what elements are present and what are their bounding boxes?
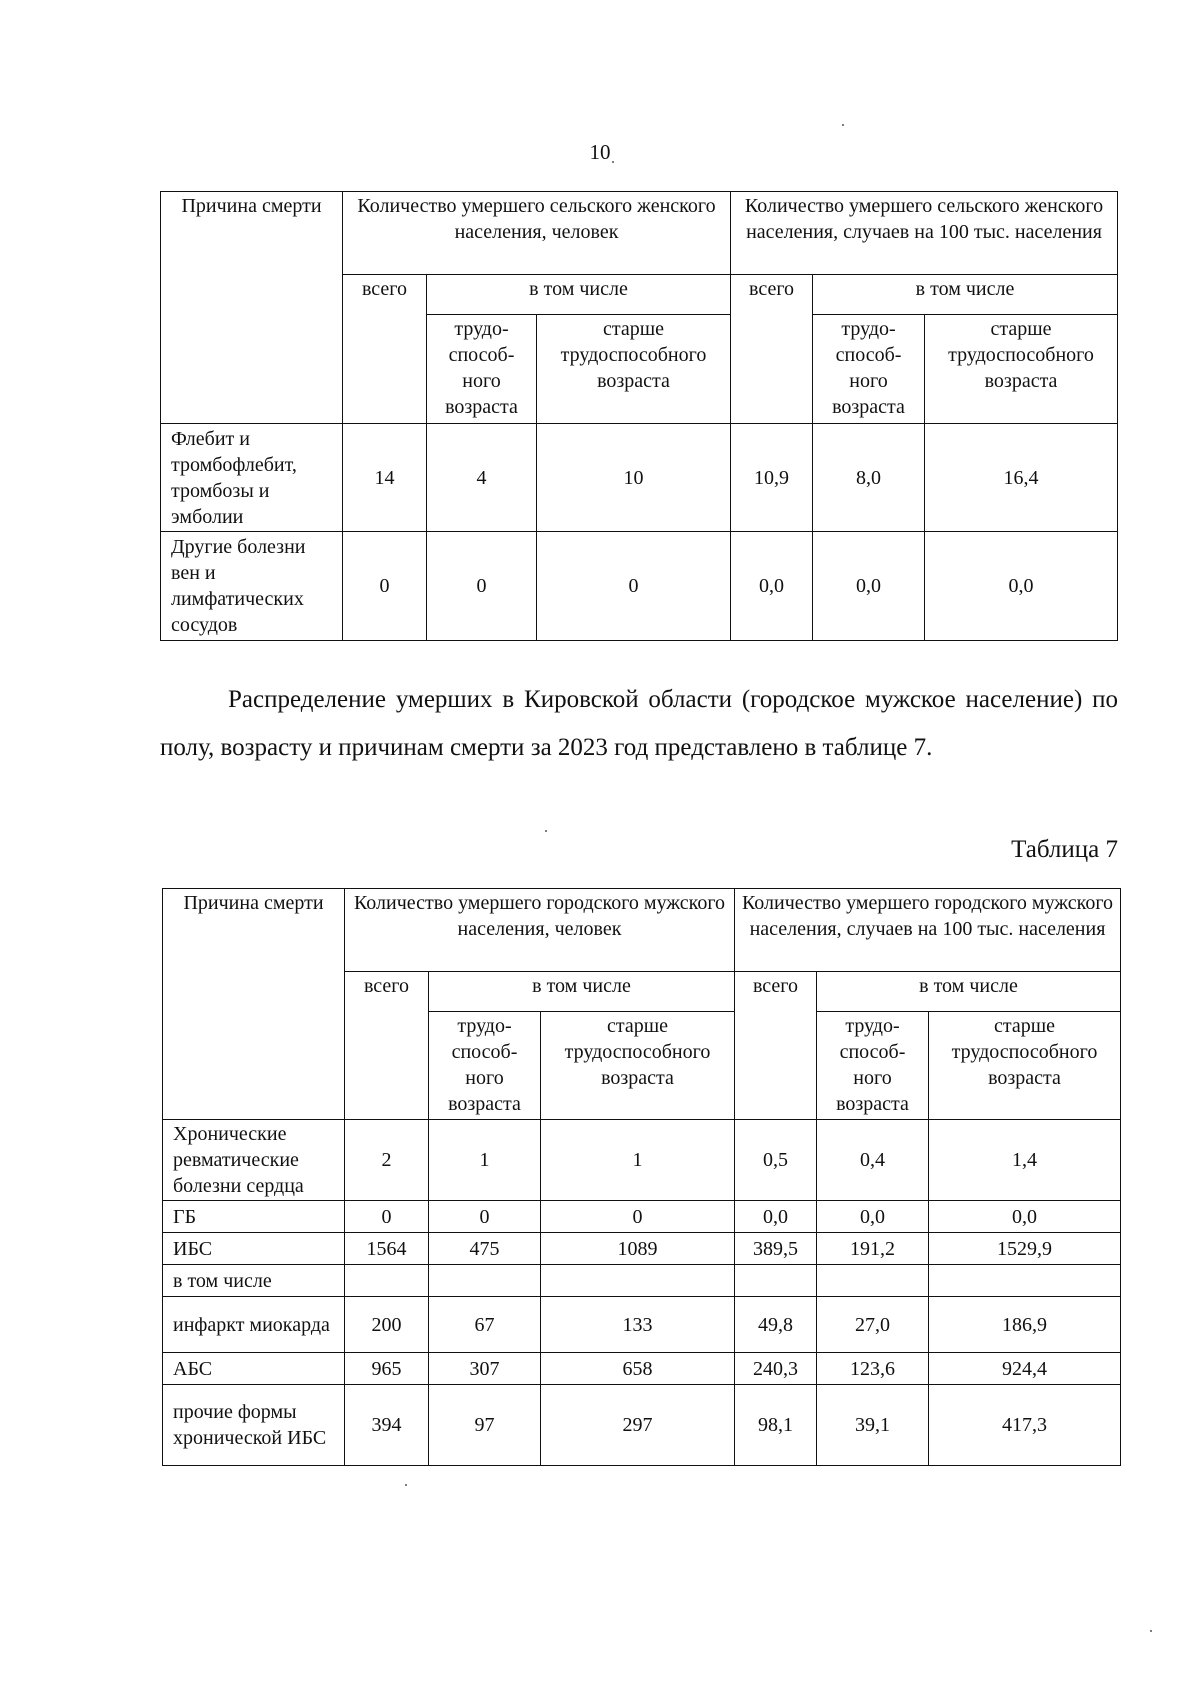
cell-older-rate: 417,3 — [929, 1385, 1121, 1466]
cell-older-count: 0 — [541, 1201, 735, 1233]
table-row — [163, 1353, 1121, 1385]
row-cause: инфаркт миокарда — [163, 1297, 345, 1353]
mortality-table-rural-female — [160, 191, 1118, 641]
cell-older-count: 1 — [541, 1120, 735, 1201]
cell-working-count: 0 — [427, 532, 537, 641]
cell-working-rate — [817, 1265, 929, 1297]
cell-working-rate: 191,2 — [817, 1233, 929, 1265]
row-cause: ИБС — [163, 1233, 345, 1265]
cell-older-count: 1089 — [541, 1233, 735, 1265]
cell-older-count: 133 — [541, 1297, 735, 1353]
cell-working-count: 67 — [429, 1297, 541, 1353]
header-older: старше трудоспособного возраста — [541, 1012, 735, 1120]
cell-total-rate: 98,1 — [735, 1385, 817, 1466]
header-including: в том числе — [813, 275, 1118, 315]
header-including: в том числе — [429, 972, 735, 1012]
cell-older-rate: 16,4 — [925, 424, 1118, 532]
cell-total-rate — [735, 1265, 817, 1297]
row-cause: Хронические ревматические болезни сердца — [163, 1120, 345, 1201]
cell-total-rate: 0,5 — [735, 1120, 817, 1201]
cell-total-count: 0 — [343, 532, 427, 641]
cell-working-rate: 0,0 — [817, 1201, 929, 1233]
cell-older-rate: 186,9 — [929, 1297, 1121, 1353]
cell-working-count: 475 — [429, 1233, 541, 1265]
header-working-age: трудо-способ-ного возраста — [429, 1012, 541, 1120]
cell-total-rate: 49,8 — [735, 1297, 817, 1353]
cell-total-count — [345, 1265, 429, 1297]
cell-working-rate: 0,0 — [813, 532, 925, 641]
row-cause: ГБ — [163, 1201, 345, 1233]
table-caption: Таблица 7 — [1011, 836, 1118, 863]
scan-speck — [405, 1484, 407, 1486]
cell-total-count: 2 — [345, 1120, 429, 1201]
header-cause: Причина смерти — [163, 889, 345, 1120]
cell-total-count: 14 — [343, 424, 427, 532]
header-working-age: трудо-способ-ного возраста — [813, 315, 925, 424]
header-working-age: трудо-способ-ного возраста — [817, 1012, 929, 1120]
table-row — [163, 1265, 1121, 1297]
row-cause: в том числе — [163, 1265, 345, 1297]
cell-working-count: 97 — [429, 1385, 541, 1466]
header-total: всего — [345, 972, 429, 1120]
cell-working-count: 0 — [429, 1201, 541, 1233]
cell-total-count: 200 — [345, 1297, 429, 1353]
header-including: в том числе — [817, 972, 1121, 1012]
header-older: старше трудоспособного возраста — [929, 1012, 1121, 1120]
row-cause: АБС — [163, 1353, 345, 1385]
cell-total-rate: 0,0 — [731, 532, 813, 641]
row-cause: прочие формы хронической ИБС — [163, 1385, 345, 1466]
cell-working-rate: 123,6 — [817, 1353, 929, 1385]
table-row — [163, 1201, 1121, 1233]
cell-total-count: 0 — [345, 1201, 429, 1233]
header-older: старше трудоспособного возраста — [925, 315, 1118, 424]
scan-speck — [612, 161, 614, 163]
cell-older-count: 0 — [537, 532, 731, 641]
body-paragraph: Распределение умерших в Кировской области (городское мужское население) по полу, возрасту и причинам смерти за 2023 год представлено в таблице 7. — [160, 686, 1118, 761]
header-older: старше трудоспособного возраста — [537, 315, 731, 424]
cell-working-count: 1 — [429, 1120, 541, 1201]
cell-total-count: 394 — [345, 1385, 429, 1466]
table-row — [163, 1233, 1121, 1265]
row-cause: Флебит и тромбофлебит, тромбозы и эмболии — [161, 424, 343, 532]
row-cause: Другие болезни вен и лимфатических сосудов — [161, 532, 343, 641]
header-rate-group: Количество умершего сельского женского населения, случаев на 100 тыс. населения — [731, 192, 1118, 275]
header-count-group: Количество умершего сельского женского населения, человек — [343, 192, 731, 275]
cell-older-rate: 924,4 — [929, 1353, 1121, 1385]
scan-speck — [1150, 1630, 1152, 1632]
cell-older-count: 297 — [541, 1385, 735, 1466]
header-total: всего — [735, 972, 817, 1120]
table-row — [163, 1297, 1121, 1353]
cell-working-rate: 8,0 — [813, 424, 925, 532]
cell-working-count — [429, 1265, 541, 1297]
cell-working-rate: 39,1 — [817, 1385, 929, 1466]
table-row — [163, 1120, 1121, 1201]
cell-older-rate: 0,0 — [925, 532, 1118, 641]
cell-total-count: 965 — [345, 1353, 429, 1385]
header-cause: Причина смерти — [161, 192, 343, 424]
cell-total-rate: 389,5 — [735, 1233, 817, 1265]
cell-total-rate: 10,9 — [731, 424, 813, 532]
cell-older-rate: 1,4 — [929, 1120, 1121, 1201]
mortality-table-urban-male — [162, 888, 1121, 1466]
cell-working-count: 4 — [427, 424, 537, 532]
page-number: 10 — [589, 140, 611, 164]
scan-speck — [842, 124, 844, 126]
cell-older-rate — [929, 1265, 1121, 1297]
table-row — [161, 532, 1118, 641]
cell-older-rate: 1529,9 — [929, 1233, 1121, 1265]
table-row — [161, 424, 1118, 532]
cell-working-count: 307 — [429, 1353, 541, 1385]
cell-older-count: 658 — [541, 1353, 735, 1385]
cell-working-rate: 27,0 — [817, 1297, 929, 1353]
cell-older-rate: 0,0 — [929, 1201, 1121, 1233]
cell-working-rate: 0,4 — [817, 1120, 929, 1201]
header-total: всего — [731, 275, 813, 424]
cell-total-rate: 240,3 — [735, 1353, 817, 1385]
header-working-age: трудо-способ-ного возраста — [427, 315, 537, 424]
cell-older-count — [541, 1265, 735, 1297]
cell-total-rate: 0,0 — [735, 1201, 817, 1233]
header-including: в том числе — [427, 275, 731, 315]
header-rate-group: Количество умершего городского мужского населения, случаев на 100 тыс. населения — [735, 889, 1121, 972]
cell-total-count: 1564 — [345, 1233, 429, 1265]
header-total: всего — [343, 275, 427, 424]
cell-older-count: 10 — [537, 424, 731, 532]
scan-speck — [545, 830, 547, 832]
table-row — [163, 1385, 1121, 1466]
header-count-group: Количество умершего городского мужского населения, человек — [345, 889, 735, 972]
